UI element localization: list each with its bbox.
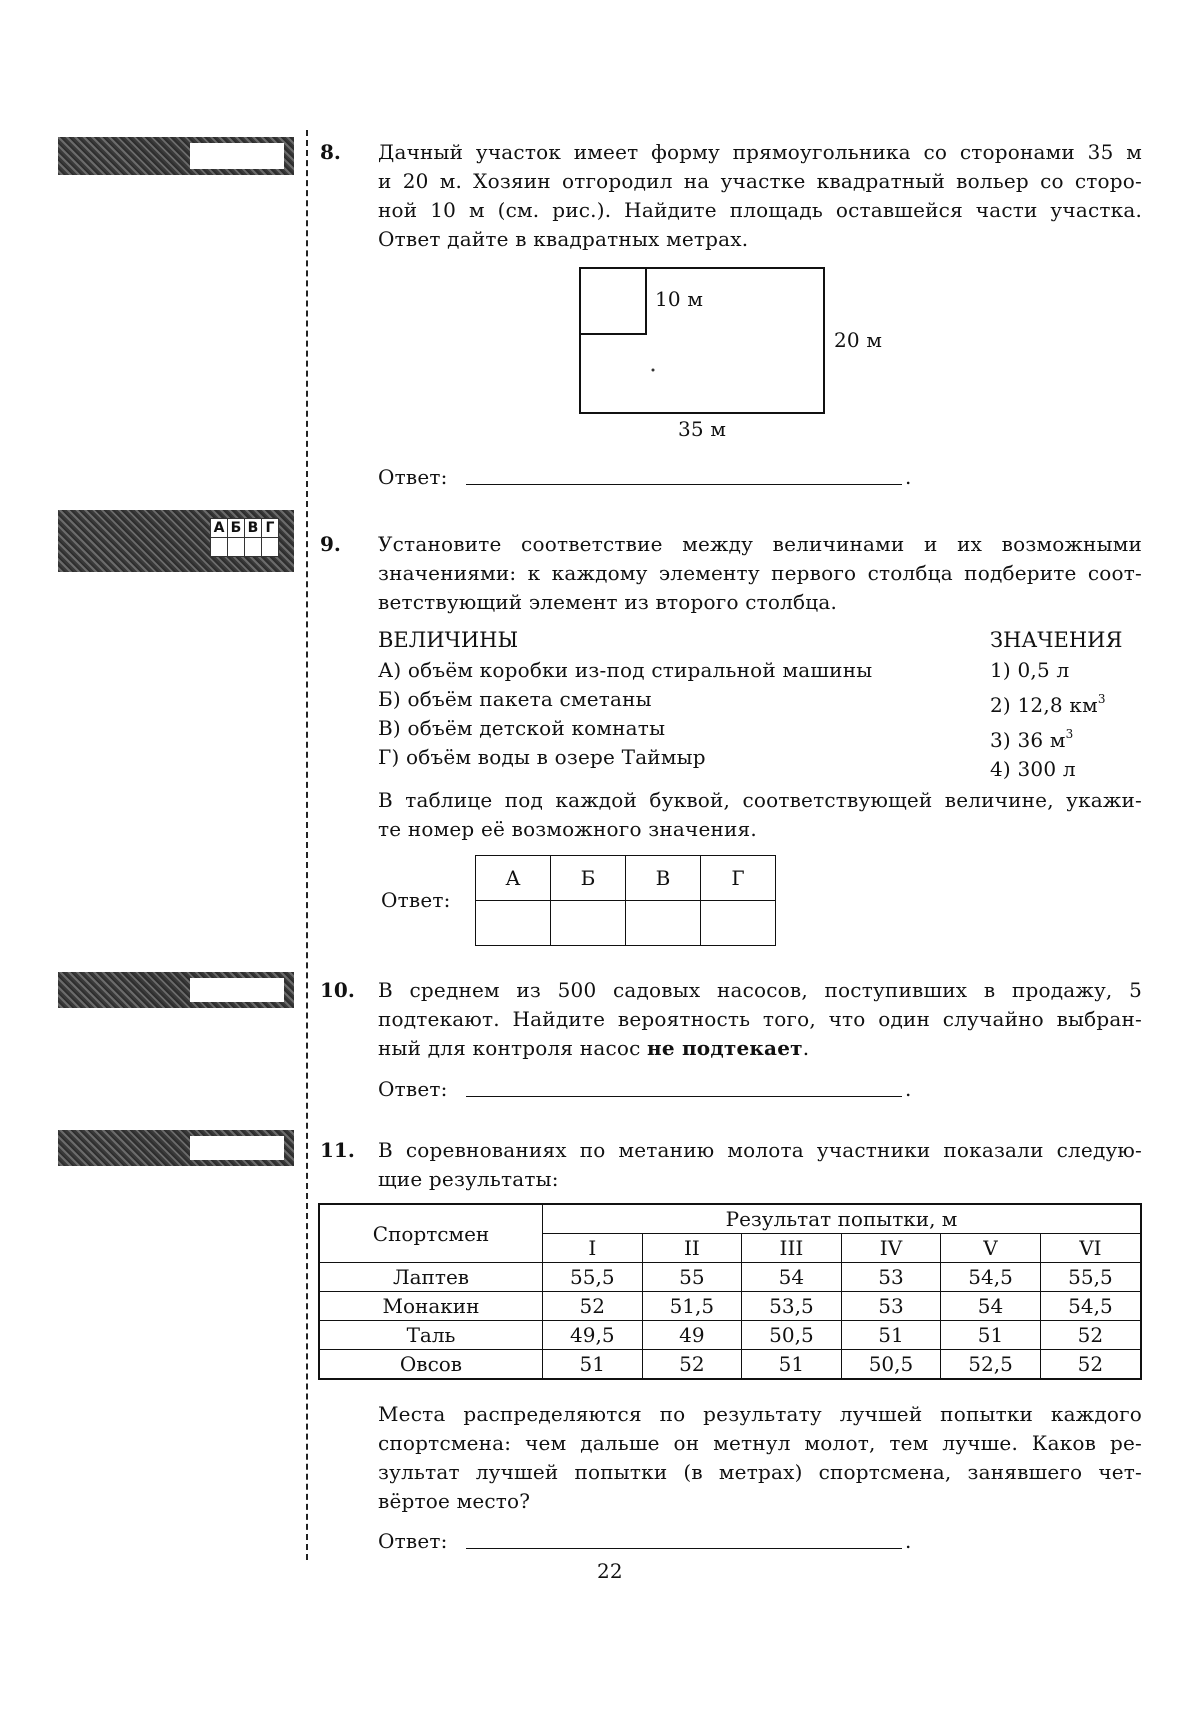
attempt-header: IV xyxy=(841,1234,941,1263)
table-letter-g: Г xyxy=(701,856,776,901)
value-item: 1) 0,5 л xyxy=(990,658,1070,682)
result-cell: 49,5 xyxy=(543,1321,643,1350)
quantities-list xyxy=(378,656,872,772)
result-cell: 54 xyxy=(941,1292,1041,1321)
quantities-header: ВЕЛИЧИНЫ xyxy=(378,628,519,652)
quantity-item: Б) объём пакета сметаны xyxy=(378,687,652,711)
results-table xyxy=(318,1203,1142,1380)
q11-line: В соревнованиях по метанию молота участники показали следую- xyxy=(378,1138,1142,1162)
quantity-item: А) объём коробки из-под стиральной машины xyxy=(378,658,873,682)
result-cell: 49 xyxy=(642,1321,742,1350)
superscript: 3 xyxy=(1097,692,1106,706)
q10-last-line: ный для контроля насос не подтекает. xyxy=(378,1036,810,1060)
result-cell: 55 xyxy=(642,1263,742,1292)
grid-cell-v[interactable] xyxy=(245,538,262,557)
athlete-name: Таль xyxy=(319,1321,543,1350)
table-cell-a[interactable] xyxy=(476,901,551,946)
question-10-text xyxy=(378,976,1142,1063)
speck xyxy=(652,369,655,372)
q11-after-line: спортсмена: чем дальше он метнул молот, тем лучше. Каков ре- xyxy=(378,1431,1142,1455)
result-cell: 52 xyxy=(1040,1321,1141,1350)
emphasis: не подтекает xyxy=(647,1036,803,1060)
page-number: 22 xyxy=(597,1559,623,1583)
athlete-name: Лаптев xyxy=(319,1263,543,1292)
q11-after-line: Места распределяются по результату лучшей попытки каждого xyxy=(378,1402,1142,1426)
grid-cell-g[interactable] xyxy=(262,538,279,557)
question-8-text xyxy=(378,138,1142,254)
q8-line: и 20 м. Хозяин отгородил на участке квадратный вольер со сторо- xyxy=(378,169,1142,193)
q10-line: В среднем из 500 садовых насосов, поступивших в продажу, 5 xyxy=(378,978,1142,1002)
grid-letter-g: Г xyxy=(262,519,279,538)
result-cell: 51 xyxy=(941,1321,1041,1350)
q9-line: Установите соответствие между величинами и их возможными xyxy=(378,532,1142,556)
result-cell: 55,5 xyxy=(543,1263,643,1292)
enclosure-square xyxy=(580,268,646,334)
q9-line: значениями: к каждому элементу первого столбца подберите соот- xyxy=(378,561,1142,585)
answer-line-8[interactable] xyxy=(466,484,902,485)
answer-box-10 xyxy=(58,972,294,1008)
question-11-text xyxy=(378,1136,1142,1194)
cut-line xyxy=(306,130,308,1560)
answer-label-10: Ответ: xyxy=(378,1077,448,1101)
result-cell: 51 xyxy=(841,1321,941,1350)
attempt-header: III xyxy=(742,1234,842,1263)
label-height: 20 м xyxy=(834,328,883,352)
q11-after-line: зультат лучшей попытки (в метрах) спортсмена, занявшего чет- xyxy=(378,1460,1142,1484)
grid-cell-a[interactable] xyxy=(211,538,228,557)
result-cell: 52,5 xyxy=(941,1350,1041,1380)
q9-instruction-line: те номер её возможного значения. xyxy=(378,817,757,841)
answer-line-11[interactable] xyxy=(466,1548,902,1549)
answer-field-10[interactable] xyxy=(190,978,284,1002)
value-item: 2) 12,8 $км^3$ xyxy=(990,692,1106,717)
result-cell: 51 xyxy=(742,1350,842,1380)
result-cell: 51 xyxy=(543,1350,643,1380)
q8-line: ной 10 м (см. рис.). Найдите площадь оставшейся части участка. xyxy=(378,198,1142,222)
q11-after-line: вёртое место? xyxy=(378,1489,531,1513)
q8-line: Дачный участок имеет форму прямоугольника со сторонами 35 м xyxy=(378,140,1142,164)
grid-letter-a: А xyxy=(211,519,228,538)
result-cell: 53 xyxy=(841,1292,941,1321)
question-number-8: 8. xyxy=(320,140,341,164)
answer-line-10[interactable] xyxy=(466,1096,902,1097)
q9-instruction xyxy=(378,786,1142,844)
quantity-item: В) объём детской комнаты xyxy=(378,716,666,740)
values-header: ЗНАЧЕНИЯ xyxy=(990,628,1123,652)
result-cell: 52 xyxy=(1040,1350,1141,1380)
q11-line: щие результаты: xyxy=(378,1167,559,1191)
value-item: 4) 300 л xyxy=(990,757,1076,781)
value-item: 3) 36 $м^3$ xyxy=(990,727,1074,752)
athlete-name: Монакин xyxy=(319,1292,543,1321)
result-cell: 52 xyxy=(543,1292,643,1321)
result-cell: 53,5 xyxy=(742,1292,842,1321)
table-letter-v: В xyxy=(626,856,701,901)
answer-period-11: . xyxy=(905,1529,912,1553)
attempt-header: VI xyxy=(1040,1234,1141,1263)
result-cell: 54,5 xyxy=(1040,1292,1141,1321)
result-cell: 50,5 xyxy=(742,1321,842,1350)
grid-letter-v: В xyxy=(245,519,262,538)
answer-box-8 xyxy=(58,137,294,175)
q10-line: подтекают. Найдите вероятность того, что один случайно выбран- xyxy=(378,1007,1142,1031)
q9-line: ветствующий элемент из второго столбца. xyxy=(378,590,838,614)
table-cell-v[interactable] xyxy=(626,901,701,946)
result-cell: 53 xyxy=(841,1263,941,1292)
grid-cell-b[interactable] xyxy=(228,538,245,557)
question-9-text xyxy=(378,530,1142,617)
table-cell-g[interactable] xyxy=(701,901,776,946)
question-number-11: 11. xyxy=(320,1138,355,1162)
attempt-header: II xyxy=(642,1234,742,1263)
result-cell: 54,5 xyxy=(941,1263,1041,1292)
grid-letter-b: Б xyxy=(228,519,245,538)
result-cell: 51,5 xyxy=(642,1292,742,1321)
values-list xyxy=(990,656,1106,784)
answer-table-9 xyxy=(475,855,776,946)
attempt-header: V xyxy=(941,1234,1041,1263)
table-row xyxy=(319,1350,1141,1380)
table-cell-b[interactable] xyxy=(551,901,626,946)
q9-instruction-line: В таблице под каждой буквой, соответствующей величине, укажи- xyxy=(378,788,1142,812)
answer-period-10: . xyxy=(905,1077,912,1101)
result-cell: 52 xyxy=(642,1350,742,1380)
table-row xyxy=(319,1263,1141,1292)
answer-field-11[interactable] xyxy=(190,1136,284,1160)
athlete-name: Овсов xyxy=(319,1350,543,1380)
table-letter-a: А xyxy=(476,856,551,901)
quantity-item: Г) объём воды в озере Таймыр xyxy=(378,745,706,769)
result-cell: 54 xyxy=(742,1263,842,1292)
answer-label-9: Ответ: xyxy=(381,888,451,912)
attempt-header: I xyxy=(543,1234,643,1263)
result-cell: 50,5 xyxy=(841,1350,941,1380)
result-cell: 55,5 xyxy=(1040,1263,1141,1292)
table-letter-b: Б xyxy=(551,856,626,901)
answer-label-11: Ответ: xyxy=(378,1529,448,1553)
answer-label-8: Ответ: xyxy=(378,465,448,489)
answer-grid-9 xyxy=(210,518,279,557)
table-row xyxy=(319,1292,1141,1321)
label-width: 35 м xyxy=(678,417,727,441)
superscript: 3 xyxy=(1065,727,1074,741)
header-result: Результат попытки, м xyxy=(543,1204,1142,1234)
header-athlete: Спортсмен xyxy=(319,1204,543,1263)
question-number-10: 10. xyxy=(320,978,355,1002)
question-number-9: 9. xyxy=(320,532,341,556)
answer-field-8[interactable] xyxy=(190,143,284,169)
answer-box-11 xyxy=(58,1130,294,1166)
label-square-side: 10 м xyxy=(655,287,704,311)
answer-period-8: . xyxy=(905,465,912,489)
q8-line: Ответ дайте в квадратных метрах. xyxy=(378,227,749,251)
question-11-followup xyxy=(378,1400,1142,1516)
table-row xyxy=(319,1321,1141,1350)
